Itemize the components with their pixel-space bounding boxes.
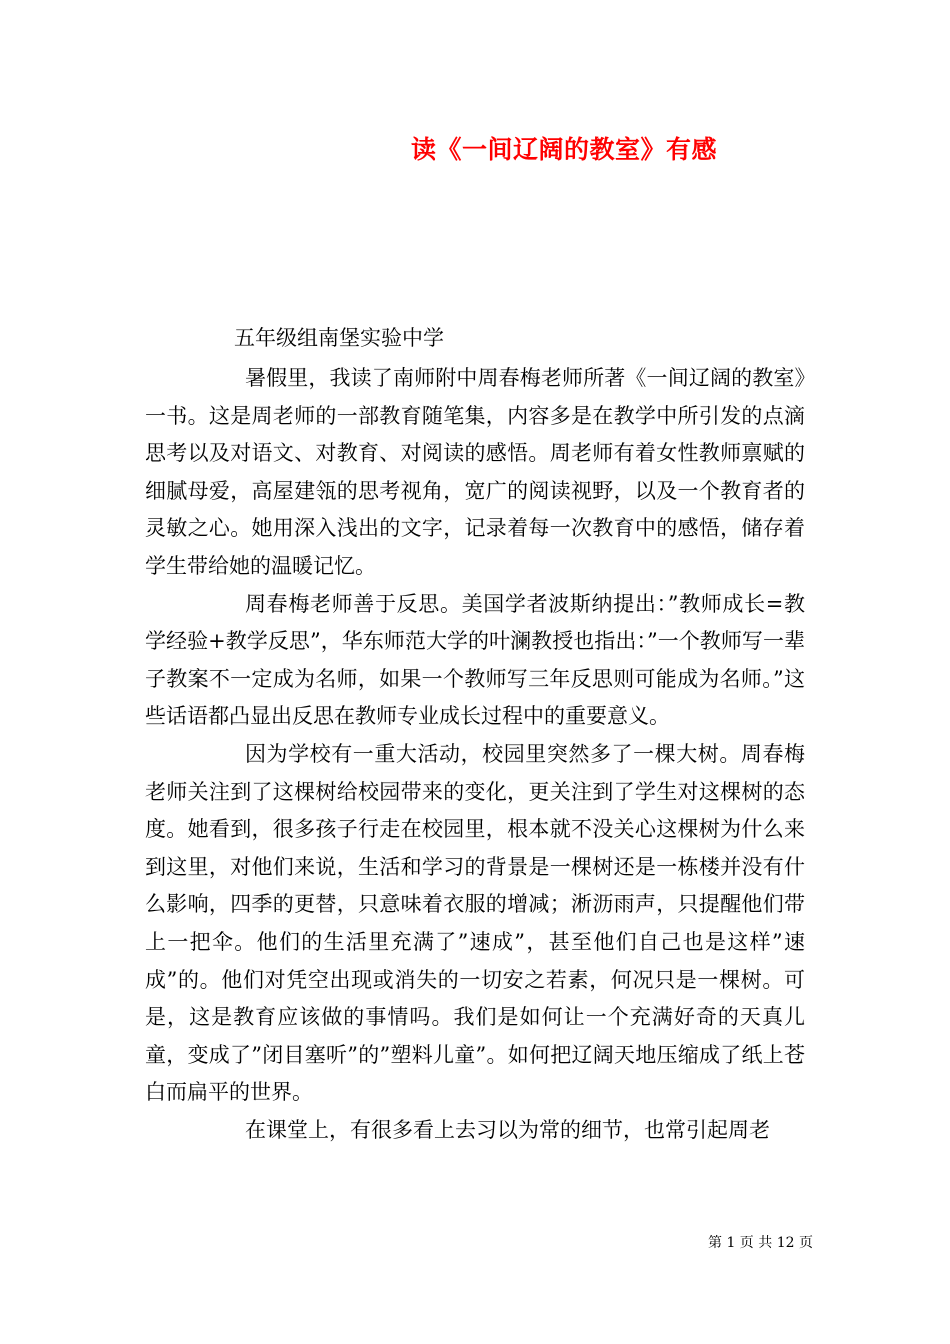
paragraph-1: 暑假里，我读了南师附中周春梅老师所著《一间辽阔的教室》一书。这是周老师的一部教育随笔集，内容多是在教学中所引发的点滴思考以及对语文、对教育、对阅读的感悟。周老师有着女性教师禀赋的细腻母爱，高屋建瓴的思考视角，宽广的阅读视野，以及一个教育者的灵敏之心。她用深入浅出的文字，记录着每一次教育中的感悟，储存着学生带给她的温暖记忆。 <box>145 366 805 578</box>
page-number: 第 1 页 共 12 页 <box>708 1235 813 1251</box>
paragraph-3: 因为学校有一重大活动，校园里突然多了一棵大树。周春梅老师关注到了这棵树给校园带来的变化，更关注到了学生对这棵树的态度。她看到，很多孩子行走在校园里，根本就不没关心这棵树为什么来到这里，对他们来说，生活和学习的背景是一棵树还是一栋楼并没有什么影响，四季的更替，只意味着衣服的增减；淅沥雨声，只提醒他们带上一把伞。他们的生活里充满了”速成”，甚至他们自己也是这样”速成”的。他们对凭空出现或消失的一切安之若素，何况只是一棵树。可是，这是教育应该做的事情吗。我们是如何让一个充满好奇的天真儿童，变成了”闭目塞听”的”塑料儿童”。如何把辽阔天地压缩成了纸上苍白而扁平的世界。 <box>145 741 805 1105</box>
paragraph-4: 在课堂上，有很多看上去习以为常的细节，也常引起周老 <box>245 1117 770 1142</box>
author-line: 五年级组南堡实验中学 <box>234 326 444 350</box>
document-title: 读《一间辽阔的教室》有感 <box>411 135 718 164</box>
paragraph-2: 周春梅老师善于反思。美国学者波斯纳提出：”教师成长=教学经验+教学反思”，华东师范大学的叶澜教授也指出：”一个教师写一辈子教案不一定成为名师，如果一个教师写三年反思则可能成为名师。”这些话语都凸显出反思在教师专业成长过程中的重要意义。 <box>145 591 805 729</box>
document-body <box>145 360 805 1149</box>
